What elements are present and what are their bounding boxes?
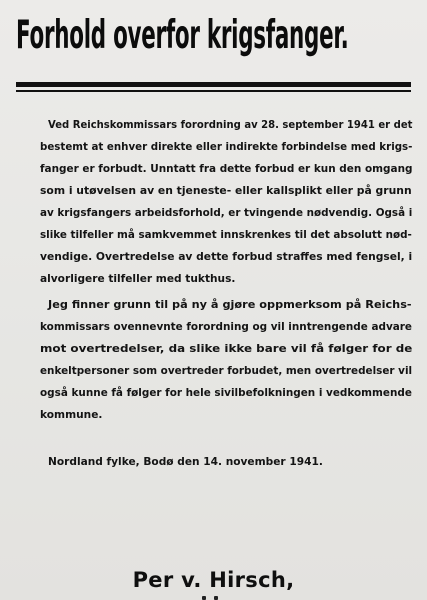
paragraph-2-line: også kunne få følger for hele sivilbefolkningen i vedkommende: [40, 387, 412, 399]
paragraph-1-line: Ved Reichskommissars forordning av 28. september 1941 er det: [48, 119, 413, 131]
title-rule-thin: [16, 90, 411, 92]
paragraph-1-line: alvorligere tilfeller med tukthus.: [40, 273, 236, 285]
ink-mark: [214, 596, 218, 600]
paragraph-2-line: Jeg finner grunn til på ny å gjøre oppmerksom på Reichs-: [48, 299, 412, 311]
paragraph-1-line: vendige. Overtredelse av dette forbud straffes med fengsel, i: [40, 251, 413, 263]
paragraph-1-line: fanger er forbudt. Unntatt fra dette forbud er kun den omgang: [40, 163, 413, 175]
signature: Per v. Hirsch,: [132, 568, 295, 592]
paragraph-1-line: som i utøvelsen av en tjeneste- eller kallsplikt eller på grunn: [40, 185, 412, 197]
paragraph-1-line: bestemt at enhver direkte eller indirekte forbindelse med krigs-: [40, 141, 413, 153]
ink-mark: [202, 596, 206, 600]
paragraph-1-line: av krigsfangers arbeidsforhold, er tvingende nødvendig. Også i: [40, 207, 413, 219]
cut-off-text-fragment: [196, 596, 226, 600]
paragraph-1-line: slike tilfeller må samkvemmet innskrenkes til det absolutt nød-: [40, 229, 412, 241]
paragraph-2-line: enkeltpersoner som overtreder forbudet, men overtredelser vil: [40, 365, 413, 377]
paragraph-2-line: kommissars ovennevnte forordning og vil inntrengende advare: [40, 321, 412, 333]
dateline: Nordland fylke, Bodø den 14. november 1941.: [48, 456, 323, 468]
paragraph-2-line: mot overtredelser, da slike ikke bare vil få følger for de: [40, 343, 413, 355]
paragraph-2-line: kommune.: [40, 409, 103, 421]
poster-title: Forhold overfor krigsfanger.: [16, 13, 349, 58]
title-rule-thick: [16, 82, 411, 87]
